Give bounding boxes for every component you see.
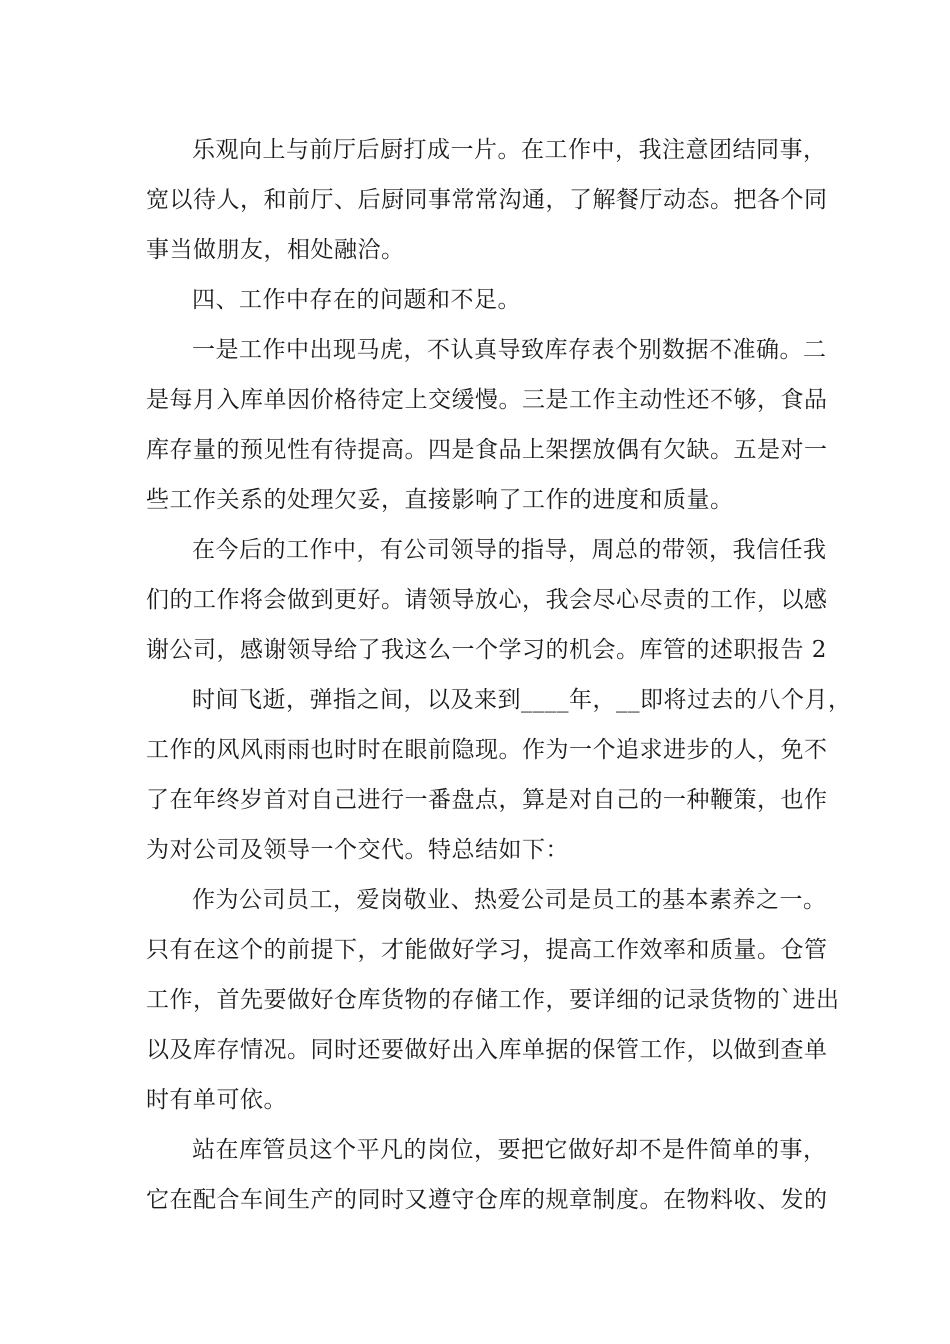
text-line: 事当做朋友，相处融洽。 [146,237,405,263]
text-line: 宽以待人，和前厅、后厨同事常常沟通，了解餐厅动态。把各个同 [146,187,828,213]
text-line: 谢公司，感谢领导给了我这么一个学习的机会。库管的述职报告 2 [146,637,827,663]
text-line: 它在配合车间生产的同时又遵守仓库的规章制度。在物料收、发的 [146,1187,828,1213]
text-line: 库存量的预见性有待提高。四是食品上架摆放偶有欠缺。五是对一 [146,437,828,463]
text-line: 是每月入库单因价格待定上交缓慢。三是工作主动性还不够，食品 [146,387,828,413]
text-line: 一是工作中出现马虎，不认真导致库存表个别数据不准确。二 [192,337,827,363]
text-line: 时有单可依。 [146,1087,287,1113]
text-line: 们的工作将会做到更好。请领导放心，我会尽心尽责的工作，以感 [146,587,828,613]
text-line: 了在年终岁首对自己进行一番盘点，算是对自己的一种鞭策，也作 [146,787,828,813]
text-line: 以及库存情况。同时还要做好出入库单据的保管工作，以做到查单 [146,1037,828,1063]
text-line: 只有在这个的前提下，才能做好学习，提高工作效率和质量。仓管 [146,937,828,963]
text-line: 工作的风风雨雨也时时在眼前隐现。作为一个追求进步的人，免不 [146,737,828,763]
text-line: 为对公司及领导一个交代。特总结如下： [146,837,569,863]
text-line: 在今后的工作中，有公司领导的指导，周总的带领，我信任我 [192,537,827,563]
text-line: 站在库管员这个平凡的岗位，要把它做好却不是件简单的事， [192,1137,827,1163]
text-line: 工作，首先要做好仓库货物的存储工作，要详细的记录货物的`进出 [146,987,840,1013]
text-line: 时间飞逝，弹指之间，以及来到____年，__即将过去的八个月， [192,687,852,713]
text-line: 些工作关系的处理欠妥，直接影响了工作的进度和质量。 [146,487,734,513]
section-heading: 四、工作中存在的问题和不足。 [192,287,521,313]
text-line: 乐观向上与前厅后厨打成一片。在工作中，我注意团结同事， [192,137,827,163]
text-line: 作为公司员工，爱岗敬业、热爱公司是员工的基本素养之一。 [192,887,827,913]
